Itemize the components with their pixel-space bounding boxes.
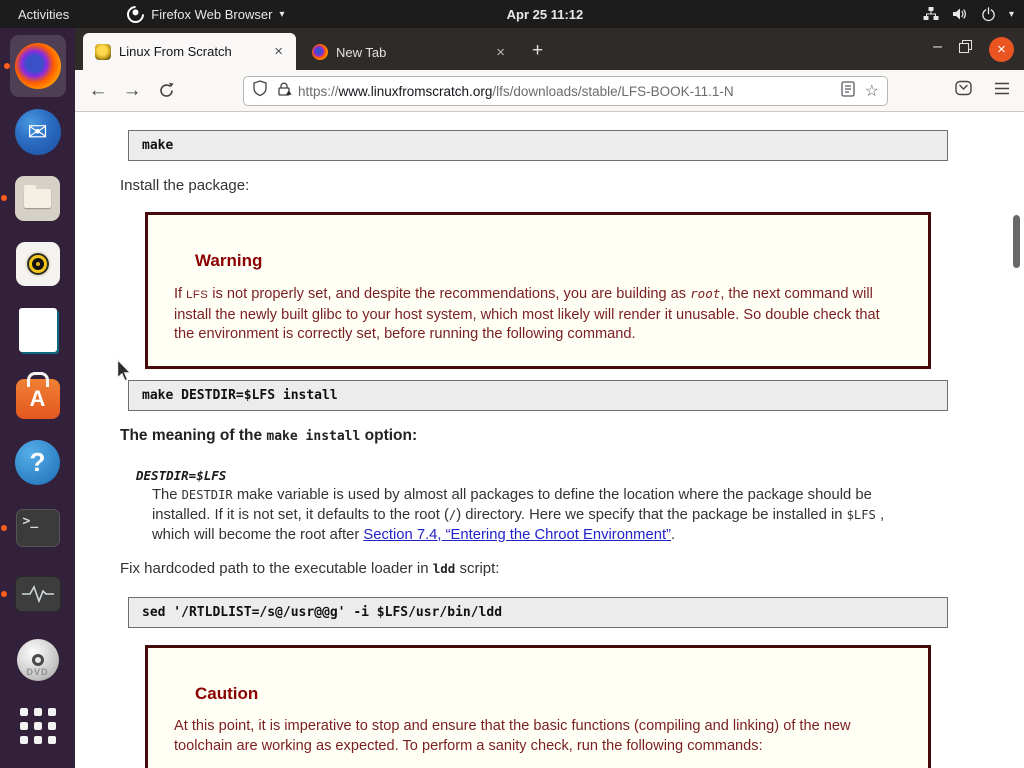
dock-system-monitor[interactable] [7,561,69,627]
activities-button[interactable]: Activities [18,6,70,22]
rhythmbox-icon [16,242,60,286]
network-wired-icon [923,7,939,21]
code-block-make: make [128,130,948,161]
running-indicator [1,525,7,531]
system-status-area[interactable] [923,7,1014,22]
top-bar [0,0,1024,28]
mouse-cursor [116,358,135,389]
volume-icon [952,7,968,21]
lock-icon[interactable] [276,81,292,102]
running-indicator [4,63,10,69]
firefox-window [75,28,1024,768]
dock [0,28,75,768]
definition-description: The DESTDIR make variable is used by almost all packages to define the location where the package should be installed. If it is not set, it defaults to the root (/) directory. Here we specify that the package be installed in $LFS , which will become the root after Section 7.4, “Entering the Chroot Environment”. [152,487,885,543]
caution-body: At this point, it is imperative to stop and ensure that the basic functions (compiling and linking) of the new toolchain are working as expected. To perform a sanity check, run the following commands: [174,718,851,754]
shield-icon[interactable] [252,80,268,102]
caution-title: Caution [195,684,259,703]
dock-dvd[interactable] [7,627,69,693]
url-text[interactable]: https://www.linuxfromscratch.org/lfs/downloads/stable/LFS-BOOK-11.1-N [298,83,734,99]
system-monitor-icon [15,576,61,612]
files-icon [15,176,60,221]
power-icon [981,7,996,22]
dock-firefox[interactable] [7,33,69,99]
tab-close-icon[interactable]: × [274,43,283,60]
ubuntu-software-icon: A [16,379,60,419]
dock-rhythmbox[interactable] [7,231,69,297]
terminal-icon: >_ [16,509,60,547]
url-bar[interactable] [243,76,888,106]
app-grid-icon [20,708,56,744]
dock-help[interactable] [7,429,69,495]
fix-ldd-text: Fix hardcoded path to the executable loader in ldd script: [120,560,500,577]
tab-title: New Tab [336,44,387,60]
tab-bar [75,28,1024,70]
lfs-favicon [95,44,111,60]
reader-view-icon[interactable] [841,81,855,102]
pocket-icon[interactable] [955,80,972,101]
chevron-down-icon: ▾ [1008,8,1014,20]
new-tab-button[interactable]: + [532,40,544,61]
chevron-down-icon: ▾ [279,8,285,20]
warning-title: Warning [195,251,263,270]
dock-terminal[interactable] [7,495,69,561]
dock-files[interactable] [7,165,69,231]
thunderbird-icon: ✉ [15,109,61,155]
dvd-icon: DVD [17,639,59,681]
dock-libreoffice-writer[interactable] [7,297,69,363]
running-indicator [1,195,7,201]
scrollbar-thumb[interactable] [1013,215,1020,268]
restore-button[interactable] [959,40,972,58]
chroot-section-link[interactable]: Section 7.4, “Entering the Chroot Environment” [363,527,671,543]
code-block-sed: sed '/RTLDLIST=/s@/usr@@g' -i $LFS/usr/bin/ldd [128,597,948,628]
install-text: Install the package: [120,177,250,194]
firefox-icon [15,43,61,89]
bookmark-star-icon[interactable]: ☆ [864,83,879,100]
page-content [75,113,1024,768]
tab-close-icon[interactable]: × [496,43,505,61]
forward-button[interactable]: → [122,79,142,101]
app-menu-label: Firefox Web Browser [151,6,273,22]
navigation-bar [75,70,1024,112]
dock-app-grid[interactable] [7,693,69,759]
warning-body: If LFS is not properly set, and despite the recommendations, you are building as root, the next command will install the newly built glibc to your host system, which most likely will render it unusable. So double check that the environment is correctly set, before running the following command. [174,286,880,342]
help-icon: ? [15,440,60,485]
app-menu[interactable] [127,6,284,23]
window-controls [933,28,1014,70]
tab-new-tab[interactable] [300,34,518,70]
clock[interactable]: Apr 25 11:12 [506,6,584,22]
tab-title: Linux From Scratch [119,44,232,59]
reload-button[interactable] [149,82,183,99]
back-button[interactable]: ← [88,79,108,101]
libreoffice-writer-icon [19,308,57,352]
tab-linux-from-scratch[interactable] [83,33,296,70]
dock-thunderbird[interactable] [7,99,69,165]
url-fade [789,80,829,104]
firefox-favicon [312,44,328,60]
close-button[interactable]: × [989,37,1014,62]
firefox-mono-icon [124,2,148,26]
caution-admonition [145,645,931,768]
meaning-heading: The meaning of the make install option: [120,427,418,444]
menu-hamburger-icon[interactable] [994,82,1010,100]
minimize-button[interactable]: – [933,38,942,55]
dock-ubuntu-software[interactable] [7,363,69,429]
definition-term: DESTDIR=$LFS [136,468,227,483]
running-indicator [1,591,7,597]
code-block-make-install: make DESTDIR=$LFS install [128,380,948,411]
warning-admonition [145,212,931,369]
